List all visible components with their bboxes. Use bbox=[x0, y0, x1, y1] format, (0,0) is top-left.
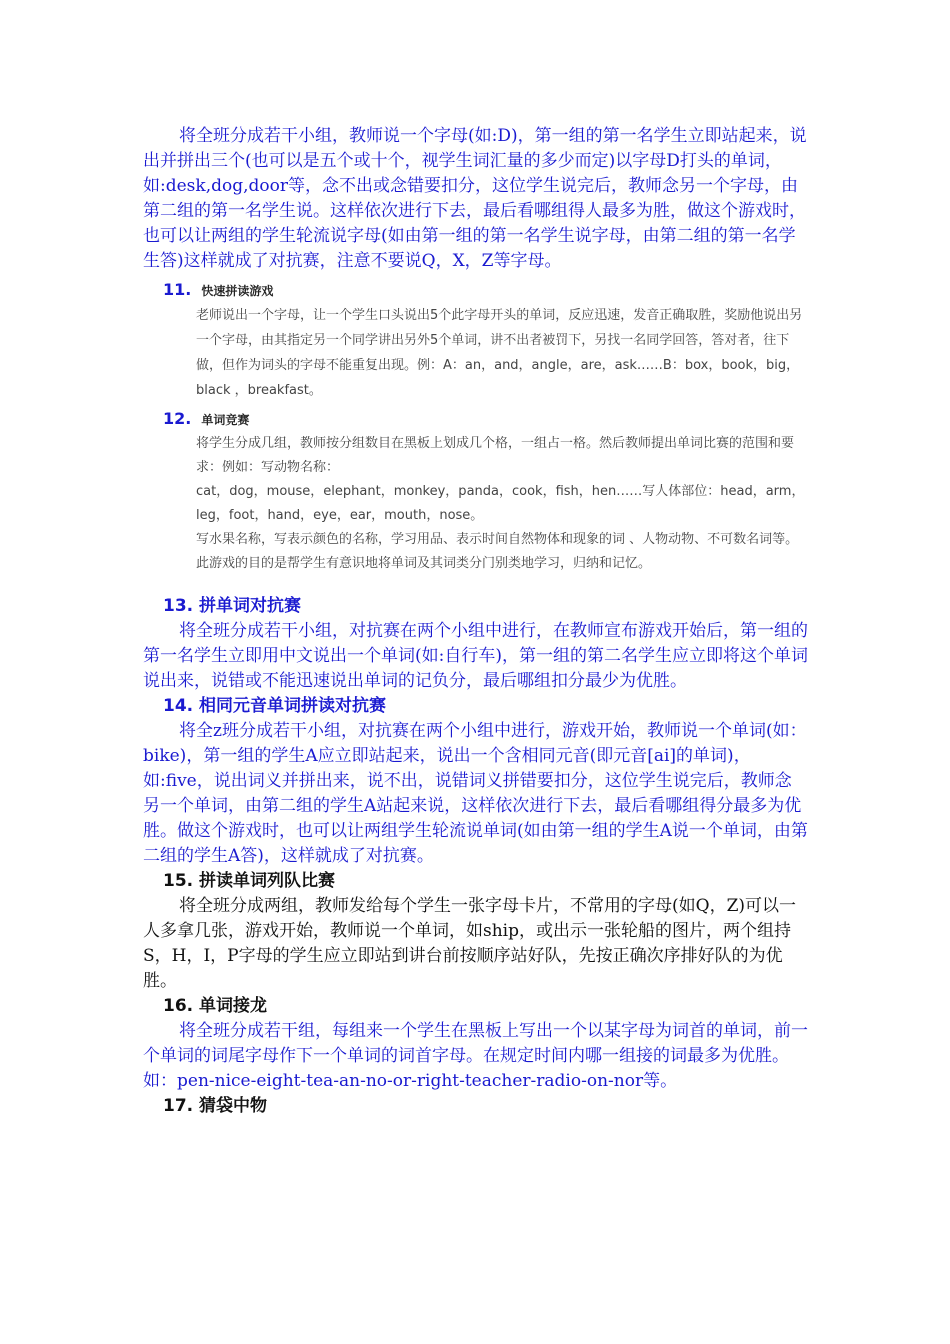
section-12-body-2: cat，dog，mouse，elephant，monkey，panda，cook，fish，hen……写人体部位：head，arm，leg，foot，hand，eye，ear，mouth，nose。 bbox=[196, 484, 805, 523]
section-16-body: 将全班分成若干组，每组来一个学生在黑板上写出一个以某字母为词首的单词，前一个单词的词尾字母作下一个单词的词首字母。在规定时间内哪一组接的词最多为优胜。如：pen-nice-eight-tea-an-no-or-right-teacher-radio-on-nor等。 bbox=[143, 1021, 808, 1091]
section-17-heading: 17. 猜袋中物 bbox=[163, 1096, 268, 1116]
section-12-number: 12. bbox=[163, 409, 192, 428]
section-12-body-4: 此游戏的目的是帮学生有意识地将单词及其词类分门别类地学习，归纳和记忆。 bbox=[196, 556, 652, 571]
section-11-title: 快速拼读游戏 bbox=[201, 284, 274, 298]
section-12-heading bbox=[143, 407, 808, 432]
intro-paragraph: 将全班分成若干小组，教师说一个字母(如:D)，第一组的第一名学生立即站起来，说出并拼出三个(也可以是五个或十个，视学生词汇量的多少而定)以字母D打头的单词，如:desk,dog,door等，念不出或念错要扣分，这位学生说完后，教师念另一个字母，由第二组的第一名学生说。这样依次进行下去，最后看哪组得人最多为胜，做这个游戏时，也可以让两组的学生轮流说字母(如由第一组的第一名学生说字母，由第二组的第一名学生答)这样就成了对抗赛，注意不要说Q，X，Z等字母。 bbox=[143, 126, 807, 271]
section-13-heading: 13. 拼单词对抗赛 bbox=[163, 596, 302, 616]
section-11-heading bbox=[143, 278, 808, 303]
section-11-body: 老师说出一个字母，让一个学生口头说出5个此字母开头的单词，反应迅速，发音正确取胜，奖励他说出另一个字母，由其指定另一个同学讲出另外5个单词，讲不出者被罚下，另找一名同学回答，答对者，往下做，但作为词头的字母不能重复出现。例：A：an，and，angle，are，ask……B：box，book，big，black ，breakfast。 bbox=[196, 308, 803, 398]
section-16-heading: 16. 单词接龙 bbox=[163, 996, 268, 1016]
section-14-heading: 14. 相同元音单词拼读对抗赛 bbox=[163, 696, 387, 716]
section-12-title: 单词竞赛 bbox=[201, 413, 250, 427]
document-page bbox=[143, 124, 808, 1119]
section-15-body: 将全班分成两组，教师发给每个学生一张字母卡片，不常用的字母(如Q，Z)可以一人多拿几张，游戏开始，教师说一个单词，如ship，或出示一张轮船的图片，两个组持S，H，I，P字母的学生应立即站到讲台前按顺序站好队，先按正确次序排好队的为优胜。 bbox=[143, 896, 797, 991]
section-12-body-1: 将学生分成几组，教师按分组数目在黑板上划成几个格，一组占一格。然后教师提出单词比赛的范围和要求：例如：写动物名称： bbox=[196, 436, 795, 475]
section-14-body: 将全z班分成若干小组，对抗赛在两个小组中进行，游戏开始，教师说一个单词(如：bike)，第一组的学生A应立即站起来，说出一个含相同元音(即元音[ai]的单词)，如:five，说出词义并拼出来，说不出，说错词义拼错要扣分，这位学生说完后，教师念另一个单词，由第二组的学生A站起来说，这样依次进行下去，最后看哪组得分最多为优胜。做这个游戏时，也可以让两组学生轮流说单词(如由第一组的学生A说一个单词，由第二组的学生A答)，这样就成了对抗赛。 bbox=[143, 721, 808, 866]
section-15-heading: 15. 拼读单词列队比赛 bbox=[163, 871, 336, 891]
section-12-body-3: 写水果名称，写表示颜色的名称，学习用品、表示时间自然物体和现象的词 、人物动物、不可数名词等。 bbox=[196, 532, 799, 547]
section-13-body: 将全班分成若干小组，对抗赛在两个小组中进行，在教师宣布游戏开始后，第一组的第一名学生立即用中文说出一个单词(如:自行车)，第一组的第二名学生应立即将这个单词说出来，说错或不能迅速说出单词的记负分，最后哪组扣分最少为优胜。 bbox=[143, 621, 808, 691]
section-11-number: 11. bbox=[163, 280, 192, 299]
